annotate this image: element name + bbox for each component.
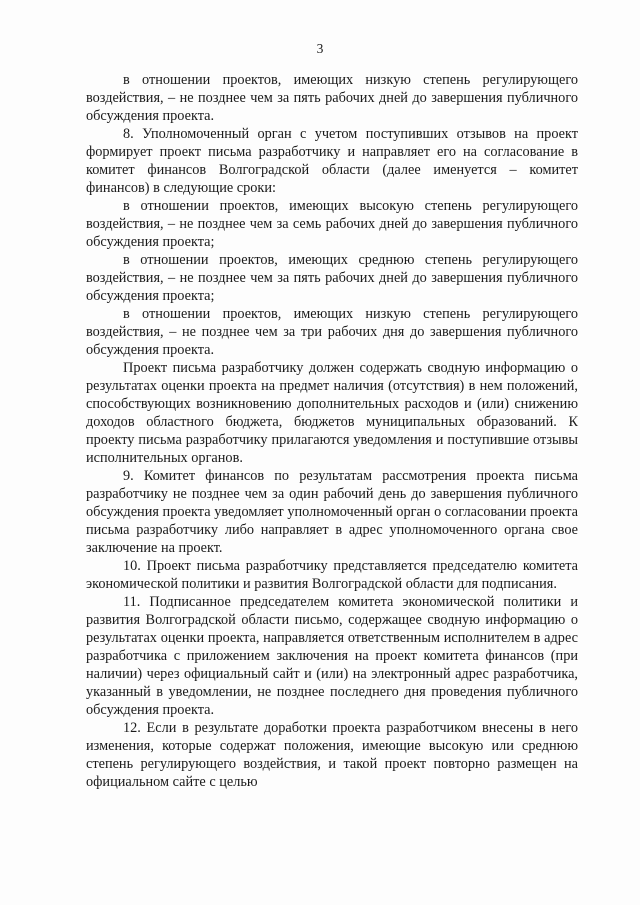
paragraph-11: 11. Подписанное председателем комитета экономической политики и развития Волгоградской области письмо, содержащее сводную информацию о результатах оценки проекта, направляется ответственным исполнителем в адрес разработчика с приложением заключения на проект комитета финансов (при наличии) через официальный сайт и (или) на электронный адрес разработчика, указанный в уведомлении, не позднее последнего дня проведения публичного обсуждения проекта. (86, 594, 578, 718)
document-body (86, 71, 578, 791)
paragraph-medium-impact: в отношении проектов, имеющих среднюю степень регулирующего воздействия, – не позднее чем за пять рабочих дней до завершения публичного обсуждения проекта; (86, 252, 578, 304)
paragraph-letter-content: Проект письма разработчику должен содержать сводную информацию о результатах оценки проекта на предмет наличия (отсутствия) в нем положений, способствующих возникновению дополнительных расходов и (или) снижению доходов областного бюджета, бюджетов муниципальных образований. К проекту письма разработчику прилагаются уведомления и поступившие отзывы исполнительных органов. (86, 360, 578, 466)
paragraph-12: 12. Если в результате доработки проекта разработчиком внесены в него изменения, которые содержат положения, имеющие высокую или среднюю степень регулирующего воздействия, и такой проект повторно размещен на официальном сайте с целью (86, 720, 578, 790)
paragraph-low-impact: в отношении проектов, имеющих низкую степень регулирующего воздействия, – не позднее чем за три рабочих дня до завершения публичного обсуждения проекта. (86, 306, 578, 358)
paragraph-10: 10. Проект письма разработчику представляется председателю комитета экономической политики и развития Волгоградской области для подписания. (86, 558, 578, 592)
page-number: 3 (316, 41, 324, 56)
paragraph-8: 8. Уполномоченный орган с учетом поступивших отзывов на проект формирует проект письма разработчику и направляет его на согласование в комитет финансов Волгоградской области (далее именуется – комитет финансов) в следующие сроки: (86, 126, 578, 196)
paragraph-9: 9. Комитет финансов по результатам рассмотрения проекта письма разработчику не позднее чем за один рабочий день до завершения публичного обсуждения проекта уведомляет уполномоченный орган о согласовании проекта письма разработчику либо направляет в адрес уполномоченного органа свое заключение на проект. (86, 468, 578, 556)
paragraph-low-impact-deadline: в отношении проектов, имеющих низкую степень регулирующего воздействия, – не позднее чем за пять рабочих дней до завершения публичного обсуждения проекта. (86, 72, 578, 124)
paragraph-high-impact: в отношении проектов, имеющих высокую степень регулирующего воздействия, – не позднее чем за семь рабочих дней до завершения публичного обсуждения проекта; (86, 198, 578, 250)
